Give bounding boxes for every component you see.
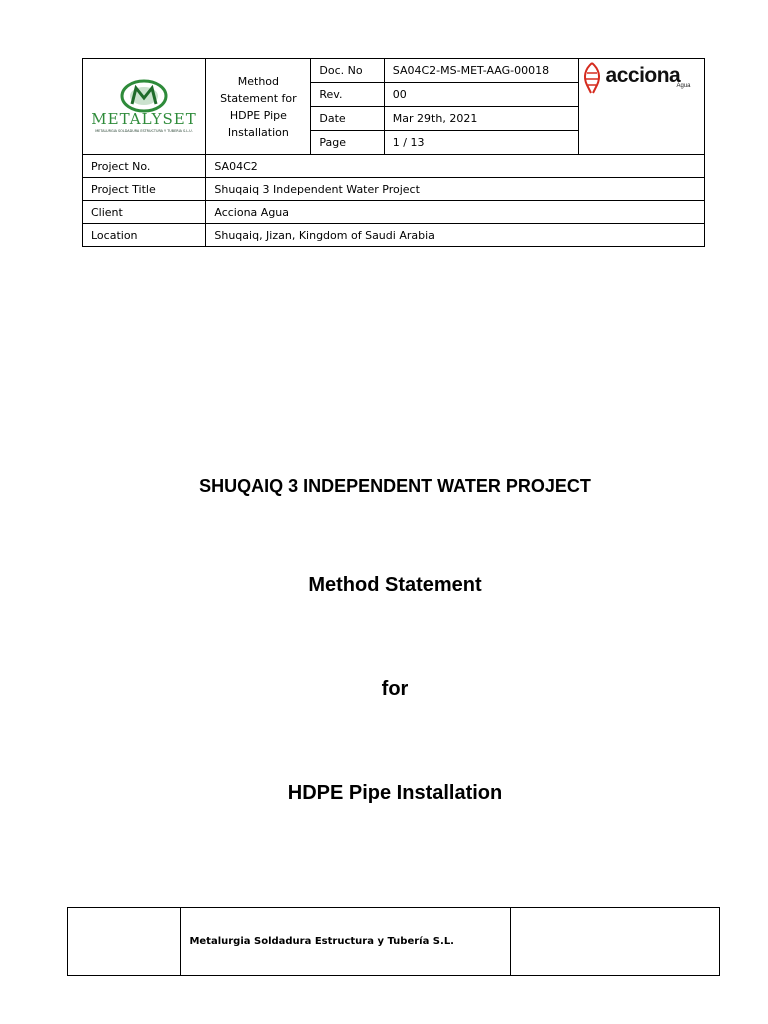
acciona-logo: [579, 59, 704, 95]
method-statement-subject: HDPE Pipe Installation: [287, 782, 503, 804]
date-value: Mar 29th, 2021: [384, 107, 578, 131]
project-title-row: [83, 178, 705, 201]
doc-no-label: Doc. No: [311, 59, 384, 83]
metalyset-wordmark: METALYSET: [91, 109, 197, 128]
project-no-value: SA04C2: [206, 155, 705, 178]
doc-title-cell: [206, 59, 311, 155]
location-value: Shuqaiq, Jizan, Kingdom of Saudi Arabia: [206, 224, 705, 247]
project-name-heading: SHUQAIQ 3 INDEPENDENT WATER PROJECT: [199, 476, 591, 496]
project-no-label: Project No.: [83, 155, 206, 178]
footer-company-name: Metalurgia Soldadura Estructura y Tubería S.L.: [181, 908, 510, 976]
document-header-table: [82, 58, 705, 247]
rev-value: 00: [384, 83, 578, 107]
rev-label: Rev.: [311, 83, 384, 107]
metalyset-logo-cell: [83, 59, 206, 155]
project-title-label: Project Title: [83, 178, 206, 201]
acciona-wordmark: acciona: [605, 64, 681, 87]
doc-title: Method Statement for HDPE Pipe Installation: [220, 74, 297, 139]
client-row: [83, 201, 705, 224]
doc-no-value: SA04C2-MS-MET-AAG-00018: [384, 59, 578, 83]
page-label: Page: [311, 131, 384, 155]
footer-left-cell: [68, 908, 181, 976]
project-title-value: Shuqaiq 3 Independent Water Project: [206, 178, 705, 201]
footer-right-cell: [510, 908, 719, 976]
acciona-leaf-icon: [581, 61, 603, 95]
date-label: Date: [311, 107, 384, 131]
project-no-row: [83, 155, 705, 178]
footer-table: [67, 907, 720, 976]
acciona-sub: Agua: [676, 82, 691, 89]
client-value: Acciona Agua: [206, 201, 705, 224]
location-row: [83, 224, 705, 247]
page-value: 1 / 13: [384, 131, 578, 155]
method-statement-title: Method Statement: [308, 574, 482, 596]
title-connector: for: [381, 678, 409, 700]
client-label: Client: [83, 201, 206, 224]
acciona-logo-cell: [578, 59, 704, 155]
location-label: Location: [83, 224, 206, 247]
metalyset-logo: [84, 78, 204, 136]
metalyset-tagline: METALURGIA SOLDADURA ESTRUCTURA Y TUBERIA S.L.U.: [95, 128, 193, 133]
